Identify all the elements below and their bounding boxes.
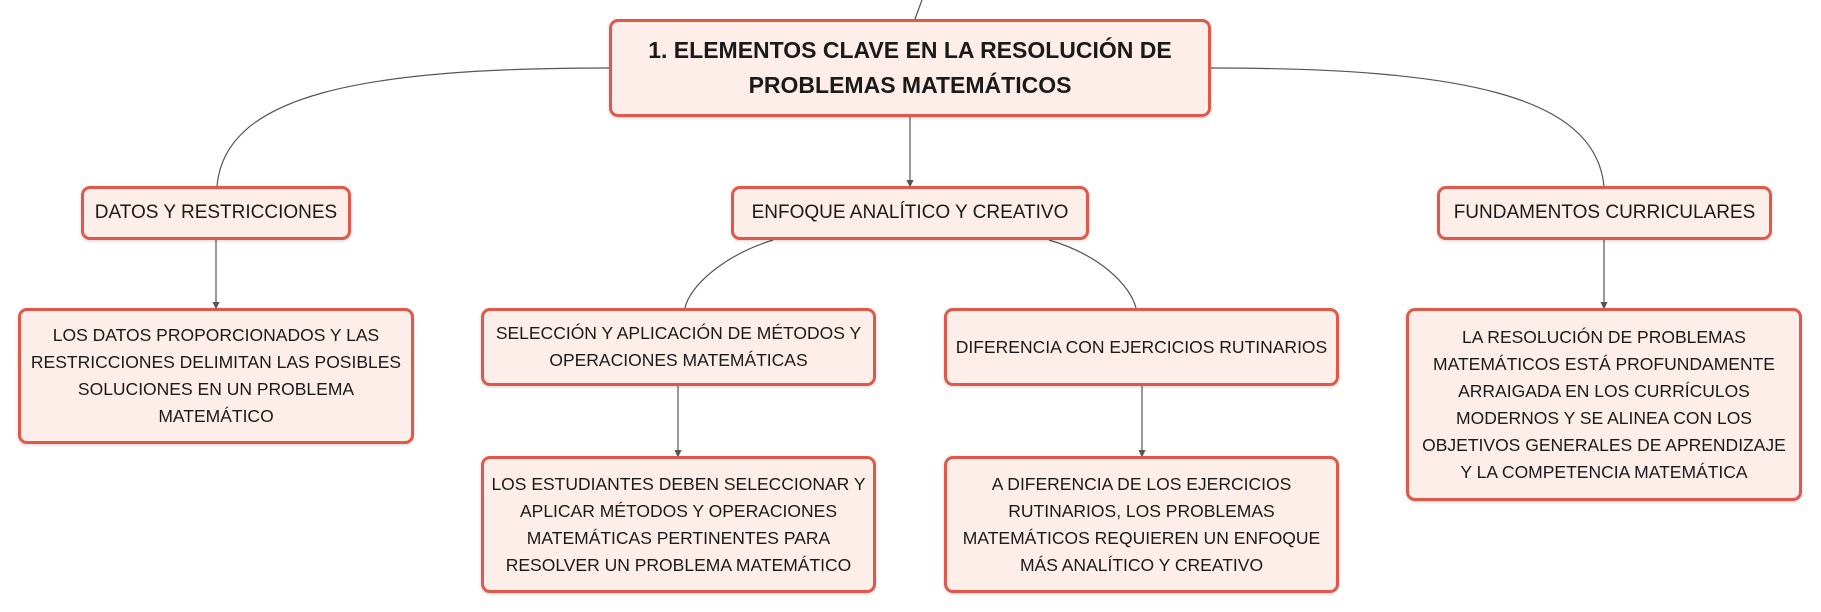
connector-parent-to-root — [915, 0, 922, 19]
seleccion-metodos-node[interactable] — [481, 308, 876, 386]
fundamentos-detail-text: LA RESOLUCIÓN DE PROBLEMAS MATEMÁTICOS ESTÁ PROFUNDAMENTE ARRAIGADA EN LOS CURRÍCULOS MODERNOS Y SE ALINEA CON LOS OBJETIVOS GENERALES DE APRENDIZAJE Y LA COMPETENCIA MATEMÁTICA — [1422, 326, 1786, 482]
fundamentos-curriculares-label: FUNDAMENTOS CURRICULARES — [1453, 202, 1756, 223]
diferencia-ejercicios-label: DIFERENCIA CON EJERCICIOS RUTINARIOS — [955, 336, 1328, 357]
datos-restricciones-node[interactable] — [81, 186, 351, 240]
diferencia-detail-text: A DIFERENCIA DE LOS EJERCICIOS RUTINARIOS, LOS PROBLEMAS MATEMÁTICOS REQUIEREN UN ENFOQUE MÁS ANALÍTICO Y CREATIVO — [962, 473, 1321, 575]
connector-root-to-datos — [217, 68, 609, 186]
root-topic-label: 1. ELEMENTOS CLAVE EN LA RESOLUCIÓN DE PROBLEMAS MATEMÁTICOS — [648, 37, 1172, 98]
diferencia-detail-node[interactable] — [944, 456, 1339, 593]
enfoque-analitico-label: ENFOQUE ANALÍTICO Y CREATIVO — [751, 202, 1069, 223]
seleccion-metodos-label: SELECCIÓN Y APLICACIÓN DE MÉTODOS Y OPERACIONES MATEMÁTICAS — [495, 323, 862, 370]
fundamentos-curriculares-node[interactable] — [1437, 186, 1772, 240]
connector-enfoque-to-seleccion — [685, 240, 773, 308]
connector-root-to-fundamentos — [1211, 68, 1604, 186]
connector-enfoque-to-diferencia — [1049, 240, 1136, 308]
datos-restricciones-label: DATOS Y RESTRICCIONES — [94, 202, 338, 223]
datos-detail-text: LOS DATOS PROPORCIONADOS Y LAS RESTRICCIONES DELIMITAN LAS POSIBLES SOLUCIONES EN UN PROBLEMA MATEMÁTICO — [30, 325, 402, 426]
diferencia-ejercicios-node[interactable] — [944, 308, 1339, 386]
seleccion-detail-node[interactable] — [481, 456, 876, 593]
seleccion-detail-text: LOS ESTUDIANTES DEBEN SELECCIONAR Y APLICAR MÉTODOS Y OPERACIONES MATEMÁTICAS PERTINENTES PARA RESOLVER UN PROBLEMA MATEMÁTICO — [491, 473, 866, 575]
datos-detail-node[interactable] — [18, 308, 414, 444]
root-topic-node[interactable] — [609, 19, 1211, 117]
fundamentos-detail-node[interactable] — [1406, 308, 1802, 501]
enfoque-analitico-node[interactable] — [731, 186, 1089, 240]
